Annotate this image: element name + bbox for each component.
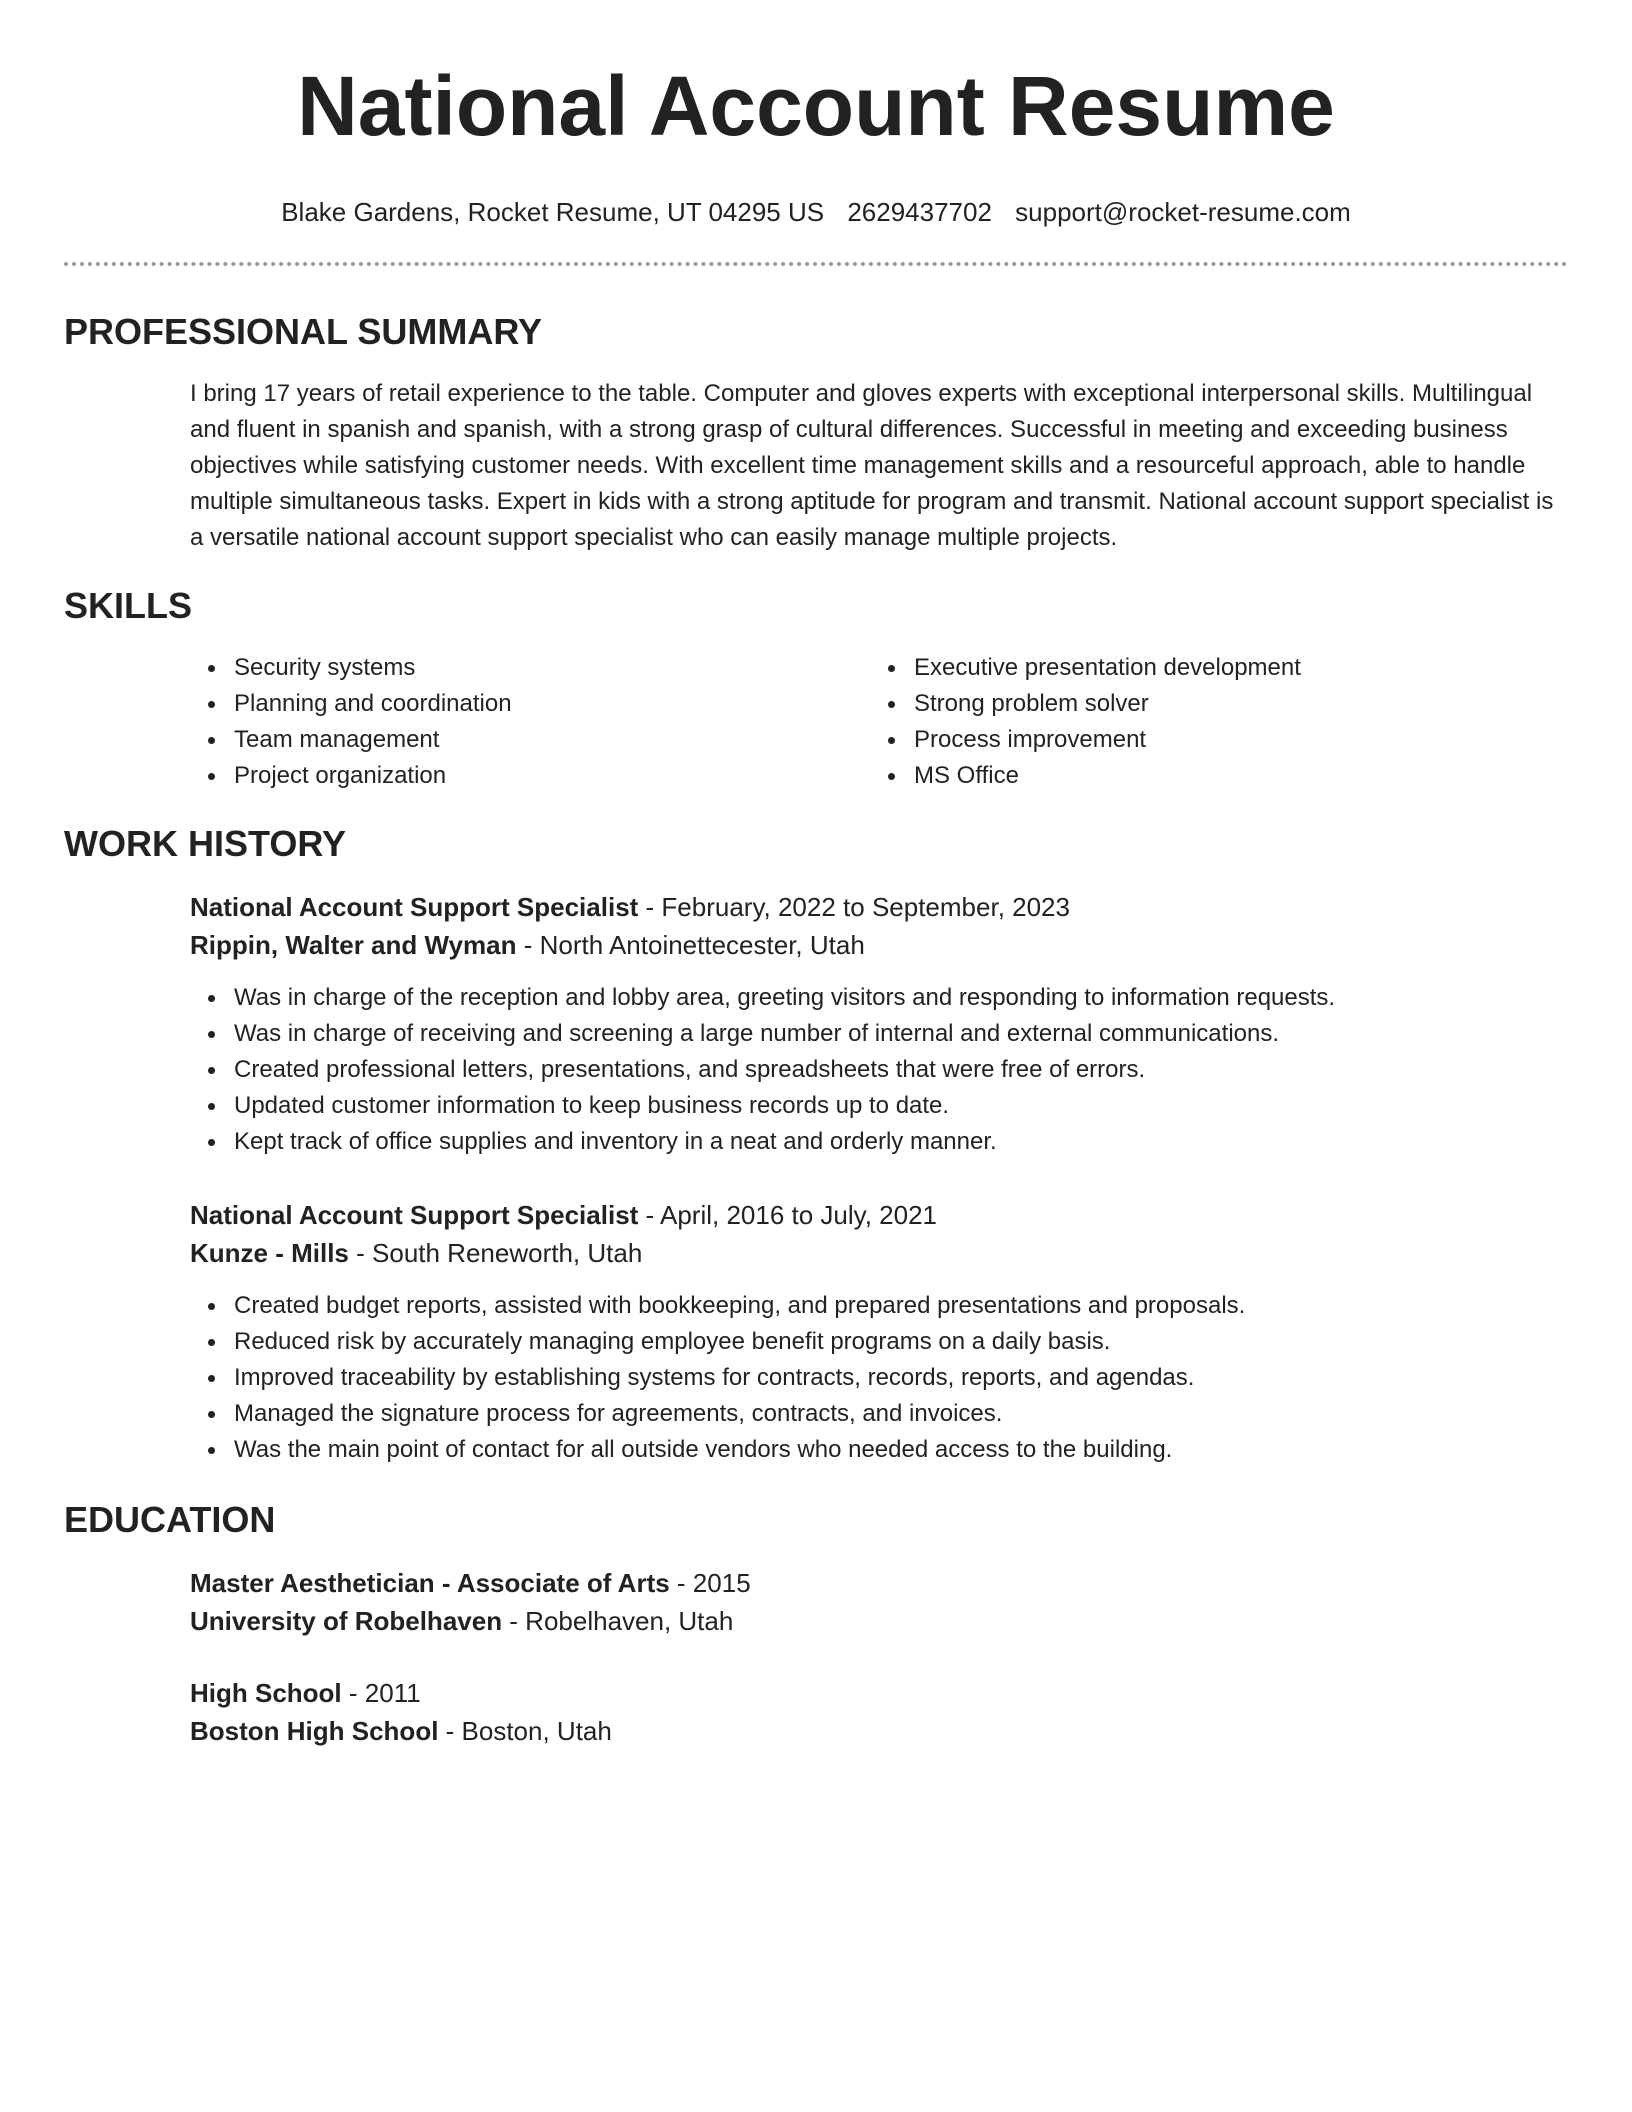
job-bullets (190, 1288, 1568, 1468)
job-bullet: Managed the signature process for agreements, contracts, and invoices. (190, 1396, 1568, 1432)
skill-item: Team management (190, 722, 870, 758)
job-bullets (190, 980, 1568, 1160)
education-degree: High School (190, 1678, 342, 1708)
job-title-line (190, 888, 1568, 926)
skill-item: Project organization (190, 758, 870, 794)
education-year: - 2011 (341, 1678, 421, 1708)
job-title: National Account Support Specialist (190, 1200, 639, 1230)
header-divider (64, 262, 1568, 266)
job-bullet: Reduced risk by accurately managing employee benefit programs on a daily basis. (190, 1324, 1568, 1360)
education-year: - 2015 (669, 1568, 751, 1598)
job-entry (64, 888, 1568, 964)
education-school-line (190, 1712, 1568, 1750)
skills-column-right (870, 650, 1550, 794)
education-school: University of Robelhaven (190, 1606, 503, 1636)
contact-phone: 2629437702 (847, 197, 992, 227)
contact-line (64, 196, 1568, 228)
contact-email: support@rocket-resume.com (1015, 197, 1351, 227)
skills-column-left (190, 650, 870, 794)
job-location: - North Antoinettecester, Utah (516, 930, 865, 960)
skill-item: Strong problem solver (870, 686, 1550, 722)
education-degree-line (190, 1674, 1568, 1712)
education-entry (64, 1674, 1568, 1750)
job-bullet: Updated customer information to keep business records up to date. (190, 1088, 1568, 1124)
education-entry (64, 1564, 1568, 1640)
skills-heading: SKILLS (64, 585, 193, 626)
job-company: Kunze - Mills (190, 1238, 349, 1268)
education-location: - Robelhaven, Utah (502, 1606, 734, 1636)
job-bullet: Was in charge of the reception and lobby area, greeting visitors and responding to information requests. (190, 980, 1568, 1016)
job-bullet: Created professional letters, presentations, and spreadsheets that were free of errors. (190, 1052, 1568, 1088)
work-heading: WORK HISTORY (64, 823, 347, 864)
job-title-line (190, 1196, 1568, 1234)
job-location: - South Reneworth, Utah (348, 1238, 643, 1268)
job-company: Rippin, Walter and Wyman (190, 930, 517, 960)
job-title: National Account Support Specialist (190, 892, 639, 922)
resume-title: National Account Resume (297, 59, 1335, 153)
job-bullets-wrap (64, 1288, 1568, 1468)
job-company-line (190, 1234, 1568, 1272)
education-school: Boston High School (190, 1716, 439, 1746)
summary-text: I bring 17 years of retail experience to the table. Computer and gloves experts with exceptional interpersonal skills. Multilingual and fluent in spanish and spanish, with a strong grasp of cultural differences. Successful in meeting and exceeding business objectives while satisfying customer needs. With excellent time management skills and a resourceful approach, able to handle multiple simultaneous tasks. Expert in kids with a strong aptitude for program and transmit. National account support specialist is a versatile national account support specialist who can easily manage multiple projects. (190, 380, 1554, 551)
job-bullet: Created budget reports, assisted with bookkeeping, and prepared presentations and proposals. (190, 1288, 1568, 1324)
skill-item: Planning and coordination (190, 686, 870, 722)
skills-list (64, 650, 1568, 794)
summary-heading: PROFESSIONAL SUMMARY (64, 311, 543, 352)
job-bullet: Kept track of office supplies and inventory in a neat and orderly manner. (190, 1124, 1568, 1160)
job-entry (64, 1196, 1568, 1272)
job-company-line (190, 926, 1568, 964)
education-school-line (190, 1602, 1568, 1640)
skill-item: Process improvement (870, 722, 1550, 758)
education-heading: EDUCATION (64, 1499, 276, 1540)
job-bullet: Was in charge of receiving and screening a large number of internal and external communications. (190, 1016, 1568, 1052)
job-bullets-wrap (64, 980, 1568, 1160)
skill-item: MS Office (870, 758, 1550, 794)
job-bullet: Improved traceability by establishing systems for contracts, records, reports, and agendas. (190, 1360, 1568, 1396)
education-degree-line (190, 1564, 1568, 1602)
job-dates: - April, 2016 to July, 2021 (638, 1200, 938, 1230)
education-location: - Boston, Utah (438, 1716, 612, 1746)
skill-item: Executive presentation development (870, 650, 1550, 686)
skill-item: Security systems (190, 650, 870, 686)
job-bullet: Was the main point of contact for all outside vendors who needed access to the building. (190, 1432, 1568, 1468)
job-dates: - February, 2022 to September, 2023 (638, 892, 1070, 922)
contact-address: Blake Gardens, Rocket Resume, UT 04295 US (281, 197, 825, 227)
education-degree: Master Aesthetician - Associate of Arts (190, 1568, 670, 1598)
